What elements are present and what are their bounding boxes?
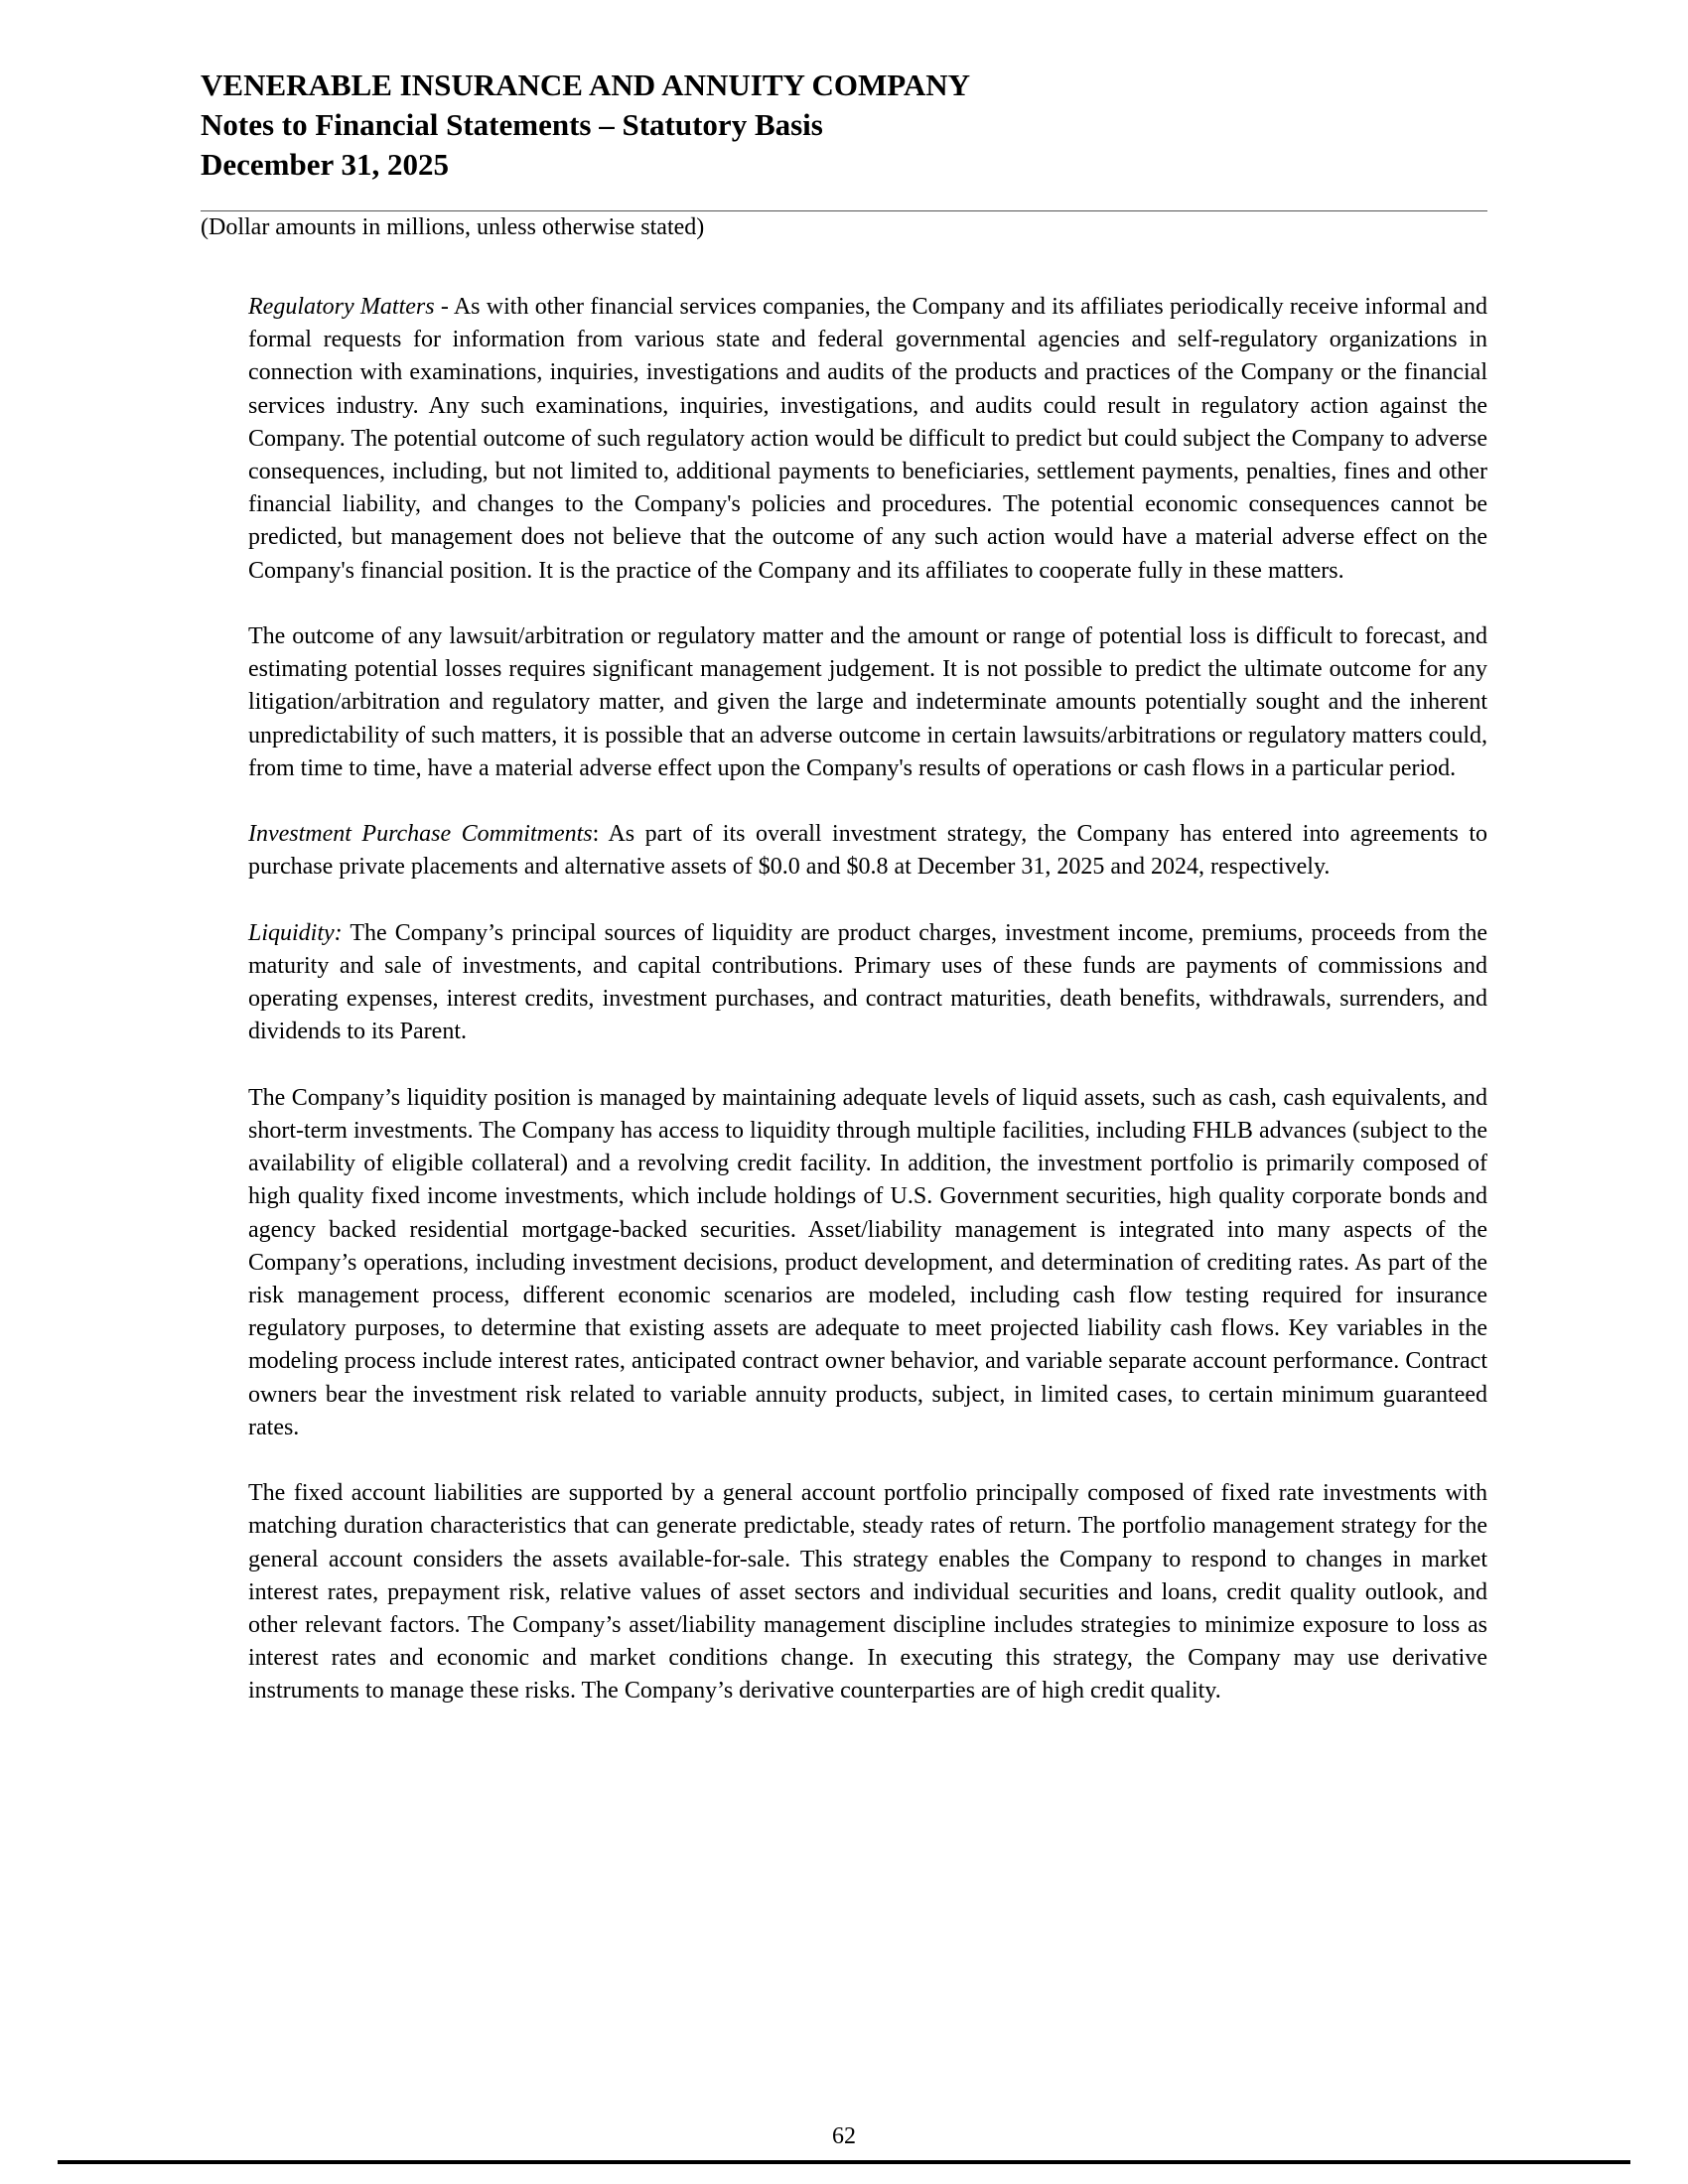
paragraph-liquidity [248,917,1487,1049]
paragraph-text: The Company’s liquidity position is managed by maintaining adequate levels of liquid assets, such as cash, cash equivalents, and short-term investments. The Company has access to liquidity through multiple facilities, including FHLB advances (subject to the availability of eligible collateral) and a revolving credit facility. In addition, the investment portfolio is primarily composed of high quality fixed income investments, which include holdings of U.S. Government securities, high quality corporate bonds and agency backed residential mortgage-backed securities. Asset/liability management is integrated into many aspects of the Company’s operations, including investment decisions, product development, and determination of crediting rates. As part of the risk management process, different economic scenarios are modeled, including cash flow testing required for insurance regulatory purposes, to determine that existing assets are adequate to meet projected liability cash flows. Key variables in the modeling process include interest rates, anticipated contract owner behavior, and variable separate account performance. Contract owners bear the investment risk related to variable annuity products, subject, in limited cases, to certain minimum guaranteed rates. [248,1084,1487,1440]
paragraph-lead: Regulatory Matters [248,294,435,320]
paragraph-investment-purchase-commitments [248,818,1487,884]
paragraph-text: : As part of its overall investment strategy, the Company has entered into agreements to purchase private placements and alternative assets of $0.0 and $0.8 at December 31, 2025 and 2024, respectively. [248,821,1487,881]
paragraph-liquidity-position [248,1082,1487,1444]
notes-body [248,291,1487,1708]
page-header [201,66,1487,185]
paragraph-lead: Liquidity: [248,919,343,946]
paragraph-text: The fixed account liabilities are supported by a general account portfolio principally composed of fixed rate investments with matching duration characteristics that can generate predictable, steady rates of return. The portfolio management strategy for the general account considers the assets available-for-sale. This strategy enables the Company to respond to changes in market interest rates, prepayment risk, relative values of asset sectors and individual securities and loans, credit quality outlook, and other relevant factors. The Company’s asset/liability management discipline includes strategies to minimize exposure to loss as interest rates and economic and market conditions change. In executing this strategy, the Company may use derivative instruments to manage these risks. The Company’s derivative counterparties are of high credit quality. [248,1480,1487,1705]
statement-date: December 31, 2025 [201,147,449,182]
paragraph-text: The Company’s principal sources of liquidity are product charges, investment income, premiums, proceeds from the maturity and sale of investments, and capital contributions. Primary uses of these funds are payments of commissions and operating expenses, interest credits, investment purchases, and contract maturities, death benefits, withdrawals, surrenders, and dividends to its Parent. [248,919,1487,1045]
page-number: 62 [832,2123,856,2149]
footer-divider [58,2160,1630,2164]
paragraph-fixed-account-liabilities [248,1477,1487,1707]
document-subtitle: Notes to Financial Statements – Statutory Basis [201,107,823,142]
company-name: VENERABLE INSURANCE AND ANNUITY COMPANY [201,68,971,102]
paragraph-text: - As with other financial services companies, the Company and its affiliates periodically receive informal and formal requests for information from various state and federal governmental agencies and self-regulatory organizations in connection with examinations, inquiries, investigations and audits of the products and practices of the Company or the financial services industry. Any such examinations, inquiries, investigations, and audits could result in regulatory action against the Company. The potential outcome of such regulatory action would be difficult to predict but could subject the Company to adverse consequences, including, but not limited to, additional payments to beneficiaries, settlement payments, penalties, fines and other financial liability, and changes to the Company's policies and procedures. The potential economic consequences cannot be predicted, but management does not believe that the outcome of any such action would have a material adverse effect on the Company's financial position. It is the practice of the Company and its affiliates to cooperate fully in these matters. [248,294,1487,584]
paragraph-litigation-outcome [248,620,1487,785]
dollar-amounts-note: (Dollar amounts in millions, unless otherwise stated) [201,214,705,240]
paragraph-regulatory-matters [248,291,1487,588]
paragraph-lead: Investment Purchase Commitments [248,821,593,848]
paragraph-text: The outcome of any lawsuit/arbitration or regulatory matter and the amount or range of potential loss is difficult to forecast, and estimating potential losses requires significant management judgement. It is not possible to predict the ultimate outcome for any litigation/arbitration and regulatory matter, and given the large and indeterminate amounts potentially sought and the inherent unpredictability of such matters, it is possible that an adverse outcome in certain lawsuits/arbitrations or regulatory matters could, from time to time, have a material adverse effect upon the Company's results of operations or cash flows in a particular period. [248,623,1487,781]
